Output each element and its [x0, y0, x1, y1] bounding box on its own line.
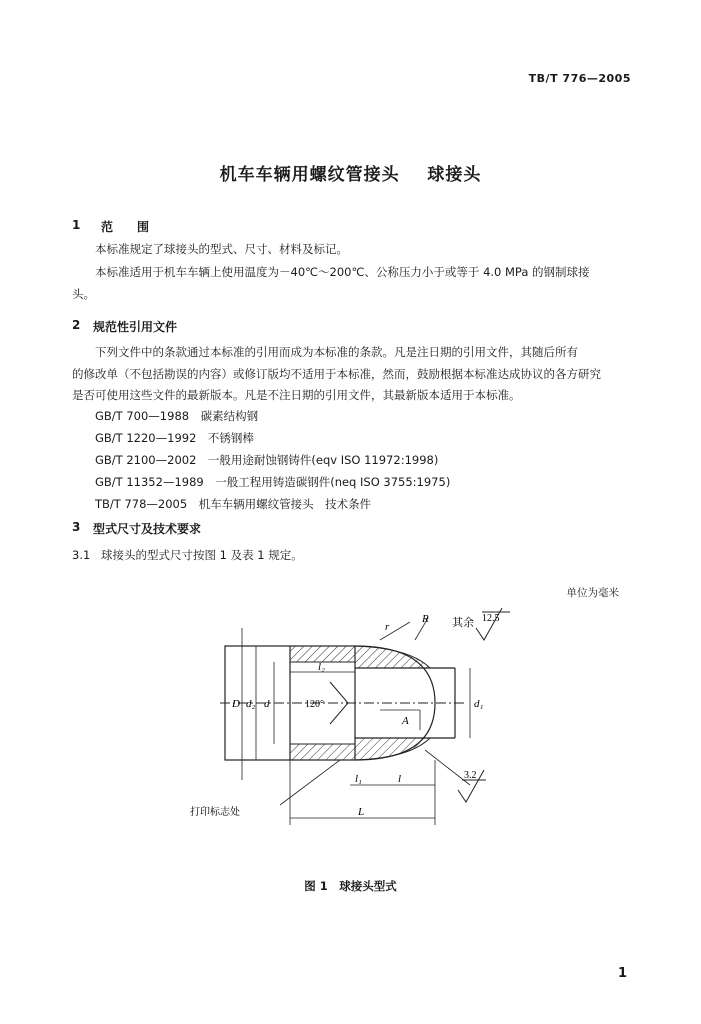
dim-L: L: [358, 806, 365, 818]
reference-item: TB/T 778—2005 机车车辆用螺纹管接头 技术条件: [95, 497, 372, 511]
document-title: 机车车辆用螺纹管接头 球接头: [219, 165, 482, 185]
reference-item: GB/T 700—1988 碳素结构钢: [95, 409, 259, 423]
section-3-heading: 型式尺寸及技术要求: [93, 522, 202, 536]
angle-label: 120°: [305, 699, 324, 710]
dim-d: d: [264, 698, 270, 710]
section-2-number: 2: [72, 318, 81, 332]
dim-r: r: [385, 621, 390, 633]
section-2-para-line-1: 下列文件中的条款通过本标准的引用而成为本标准的条款。凡是注日期的引用文件，其随后所有: [95, 345, 578, 359]
ball-joint-drawing: [180, 600, 530, 840]
section-1-para-2-line-2: 头。: [72, 287, 95, 301]
reference-item: GB/T 1220—1992 不锈钢棒: [95, 431, 254, 445]
figure-caption: 图 1 球接头型式: [304, 879, 397, 893]
section-1-number: 1: [72, 218, 81, 232]
section-1-heading: 范 围: [101, 220, 150, 234]
dim-D: D: [232, 698, 240, 710]
section-1-para-1: 本标准规定了球接头的型式、尺寸、材料及标记。: [95, 242, 348, 256]
section-2-heading: 规范性引用文件: [93, 320, 178, 334]
roughness-face-value: 3.2: [464, 770, 477, 781]
reference-item: GB/T 2100—2002 一般用途耐蚀钢铸件(eqv ISO 11972:1998): [95, 453, 439, 467]
dim-l: l: [398, 773, 402, 785]
roughness-rest-value: 12.5: [482, 613, 500, 624]
standard-number: TB/T 776—2005: [528, 72, 631, 85]
dim-l2: l₂: [318, 661, 325, 673]
page-number: 1: [617, 966, 627, 981]
section-3-1-text: 球接头的型式尺寸按图 1 及表 1 规定。: [101, 548, 303, 562]
dim-l1: l₁: [355, 773, 362, 785]
dim-R: R: [422, 613, 429, 625]
unit-note: 单位为毫米: [566, 587, 619, 599]
marking-label: 打印标志处: [190, 807, 240, 818]
centerlines: [220, 682, 465, 724]
rest-label: 其余: [452, 616, 474, 629]
section-2-para-line-3: 是否可使用这些文件的最新版本。凡是不注日期的引用文件，其最新版本适用于本标准。: [72, 388, 521, 402]
section-3-1-number: 3.1: [72, 548, 91, 562]
dim-A: A: [402, 715, 409, 727]
section-2-para-line-2: 的修改单（不包括勘误的内容）或修订版均不适用于本标准，然而，鼓励根据本标准达成协议的各方研究: [72, 367, 601, 381]
dim-d1: d₁: [474, 698, 484, 710]
section-3-number: 3: [72, 520, 81, 534]
section-1-para-2-line-1: 本标准适用于机车车辆上使用温度为－40℃～200℃、公称压力小于或等于 4.0 MPa 的钢制球接: [95, 265, 590, 279]
reference-item: GB/T 11352—1989 一般工程用铸造碳钢件(neq ISO 3755:1975): [95, 475, 451, 489]
dim-d2: d₂: [246, 698, 256, 710]
